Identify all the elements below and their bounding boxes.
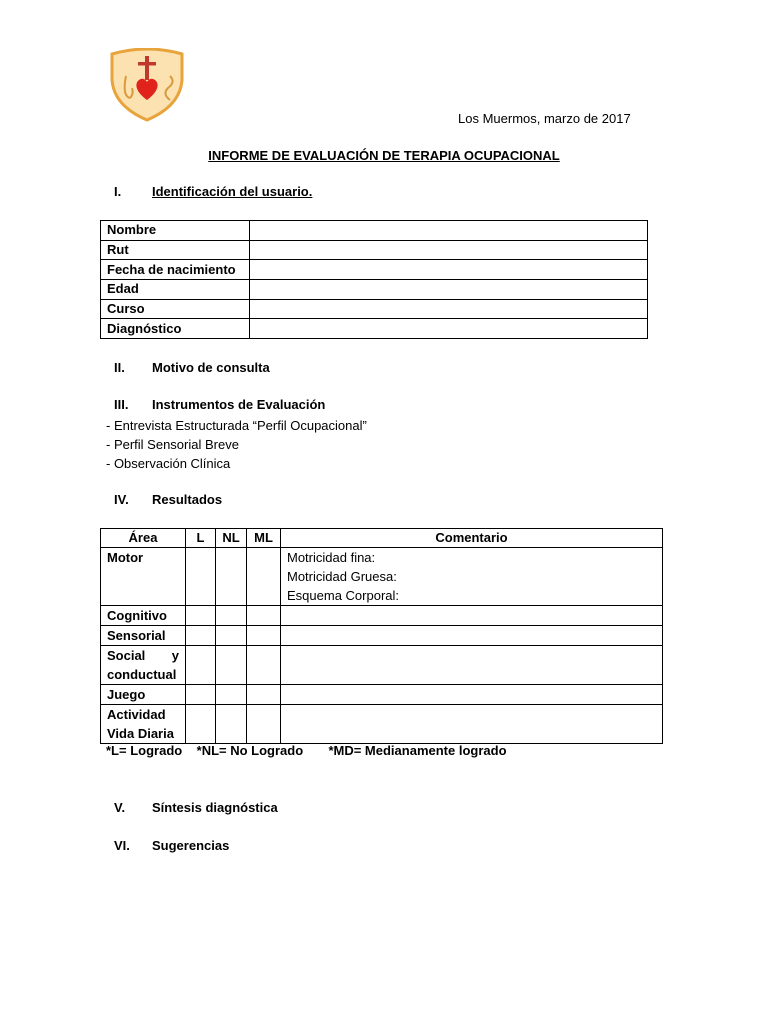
area-word: Social xyxy=(107,648,146,663)
score-cell[interactable] xyxy=(247,705,281,744)
row-label: Rut xyxy=(101,240,250,260)
section-title: Sugerencias xyxy=(152,838,230,853)
score-cell[interactable] xyxy=(247,548,281,606)
table-header-row xyxy=(101,529,663,548)
row-label: Curso xyxy=(101,299,250,319)
area-word: conductual xyxy=(107,667,177,682)
value-cell[interactable] xyxy=(250,221,648,241)
section-title: Motivo de consulta xyxy=(152,360,270,375)
comment-cell[interactable] xyxy=(281,548,663,606)
table-row xyxy=(101,280,648,300)
area-word: Vida Diaria xyxy=(107,726,174,741)
area-cell xyxy=(101,705,186,744)
results-table xyxy=(100,528,663,744)
score-cell[interactable] xyxy=(186,606,216,626)
section-number: V. xyxy=(114,800,126,815)
section-2-heading xyxy=(114,360,270,375)
document-title: INFORME DE EVALUACIÓN DE TERAPIA OCUPACIONAL xyxy=(208,148,560,163)
table-row xyxy=(101,705,663,744)
table-row xyxy=(101,260,648,280)
score-cell[interactable] xyxy=(186,626,216,646)
list-item: - Entrevista Estructurada “Perfil Ocupacional” xyxy=(106,418,367,433)
section-title: Síntesis diagnóstica xyxy=(152,800,278,815)
section-title: Instrumentos de Evaluación xyxy=(152,397,326,412)
section-number: II. xyxy=(114,360,125,375)
table-row xyxy=(101,606,663,626)
section-number: IV. xyxy=(114,492,129,507)
score-cell[interactable] xyxy=(216,548,247,606)
results-legend: *L= Logrado *NL= No Logrado *MD= Medianamente logrado xyxy=(106,743,507,758)
table-row xyxy=(101,240,648,260)
score-cell[interactable] xyxy=(216,646,247,685)
value-cell[interactable] xyxy=(250,299,648,319)
section-5-heading xyxy=(114,800,278,815)
comment-line: Motricidad Gruesa: xyxy=(287,569,397,584)
value-cell[interactable] xyxy=(250,319,648,339)
score-cell[interactable] xyxy=(216,705,247,744)
section-title: Identificación del usuario. xyxy=(152,184,313,199)
score-cell[interactable] xyxy=(216,606,247,626)
table-row xyxy=(101,626,663,646)
score-cell[interactable] xyxy=(186,548,216,606)
section-title: Resultados xyxy=(152,492,223,507)
header-ml: ML xyxy=(247,529,281,548)
value-cell[interactable] xyxy=(250,240,648,260)
score-cell[interactable] xyxy=(186,705,216,744)
comment-cell[interactable] xyxy=(281,705,663,744)
comment-cell[interactable] xyxy=(281,685,663,705)
header-comentario: Comentario xyxy=(281,529,663,548)
table-row xyxy=(101,685,663,705)
row-label: Nombre xyxy=(101,221,250,241)
comment-cell[interactable] xyxy=(281,646,663,685)
area-cell: Motor xyxy=(101,548,186,606)
score-cell[interactable] xyxy=(247,626,281,646)
instruments-list xyxy=(106,416,367,473)
score-cell[interactable] xyxy=(247,606,281,626)
shield-crest-icon xyxy=(108,48,186,122)
score-cell[interactable] xyxy=(186,646,216,685)
comment-line: Esquema Corporal: xyxy=(287,588,399,603)
value-cell[interactable] xyxy=(250,280,648,300)
table-row xyxy=(101,646,663,685)
score-cell[interactable] xyxy=(247,646,281,685)
section-3-heading xyxy=(114,397,325,412)
section-number: I. xyxy=(114,184,122,199)
list-item: - Perfil Sensorial Breve xyxy=(106,437,239,452)
score-cell[interactable] xyxy=(247,685,281,705)
place-date: Los Muermos, marzo de 2017 xyxy=(458,111,631,126)
row-label: Edad xyxy=(101,280,250,300)
area-cell: Cognitivo xyxy=(101,606,186,626)
section-6-heading xyxy=(114,838,229,853)
table-row xyxy=(101,221,648,241)
header-l: L xyxy=(186,529,216,548)
area-word: Actividad xyxy=(107,707,166,722)
value-cell[interactable] xyxy=(250,260,648,280)
section-number: III. xyxy=(114,397,129,412)
row-label: Diagnóstico xyxy=(101,319,250,339)
row-label: Fecha de nacimiento xyxy=(101,260,250,280)
identification-table xyxy=(100,220,648,339)
score-cell[interactable] xyxy=(216,626,247,646)
table-row xyxy=(101,299,648,319)
area-cell: Sensorial xyxy=(101,626,186,646)
section-1-heading xyxy=(114,184,312,199)
section-number: VI. xyxy=(114,838,130,853)
list-item: - Observación Clínica xyxy=(106,456,231,471)
section-4-heading xyxy=(114,492,222,507)
comment-cell[interactable] xyxy=(281,626,663,646)
table-row xyxy=(101,548,663,606)
area-cell xyxy=(101,646,186,685)
area-word: y xyxy=(171,648,179,663)
score-cell[interactable] xyxy=(186,685,216,705)
comment-cell[interactable] xyxy=(281,606,663,626)
header-nl: NL xyxy=(216,529,247,548)
comment-line: Motricidad fina: xyxy=(287,550,376,565)
header-area: Área xyxy=(101,529,186,548)
table-row xyxy=(101,319,648,339)
score-cell[interactable] xyxy=(216,685,247,705)
area-cell: Juego xyxy=(101,685,186,705)
